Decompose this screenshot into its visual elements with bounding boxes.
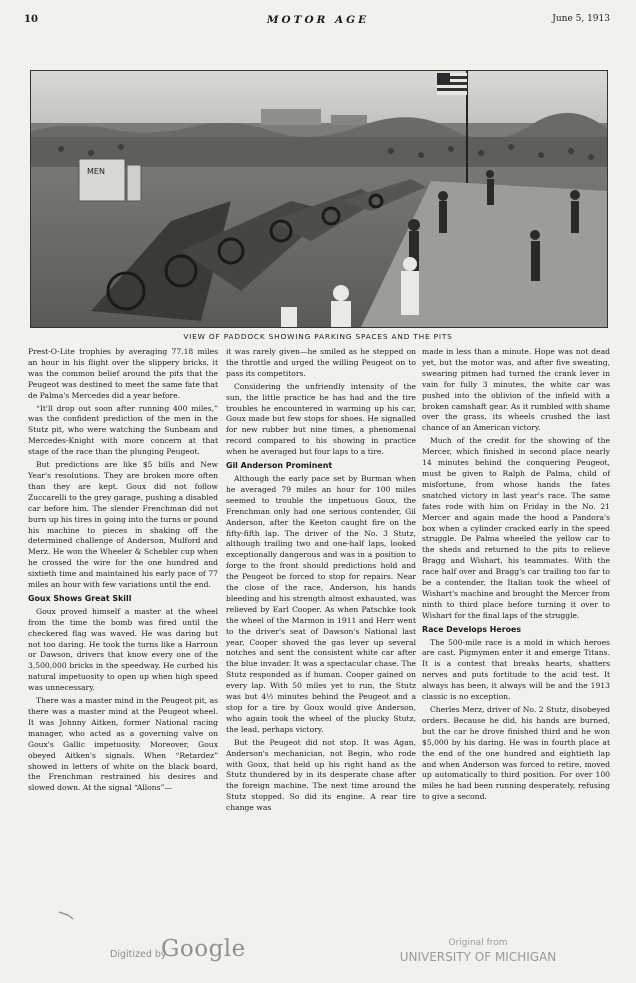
paragraph: it was rarely given—he smiled as he stepped on the throttle and urged the willing Peugeot on to pass its competitors. [226, 347, 416, 378]
paragraph: But the Peugeot did not stop. It was Agan, Anderson's mechanician, not Begin, who rode with Goux, that held up his right hand as the Stutz thundered by in its desperate chase after the foreign machine. The next time around the Stutz stopped. So did its engine. A rear tire change was [226, 737, 416, 813]
paddock-photo [30, 70, 608, 328]
paragraph: There was a master mind in the Peugeot pit, as there was a master mind at the Peugeot wheel. It was Johnny Aitken, former National racing manager, who acted as a governing valve on Goux's Gallic impetuosity. Moreover, Goux obeyed Aitken's signals. When “Retardez” showed in letters of white on the black board, the Frenchman restrained his desires and slowed down. At the signal “Allons”— [28, 696, 218, 793]
article-column-1 [28, 347, 218, 796]
paragraph: Prest-O-Lite trophies by averaging 77.18 miles an hour in his flight over the slippery bricks, it was the common belief around the pits that the Peugeot was destined to meet the same fate that de Palma's Mercedes did a year before. [28, 347, 218, 400]
shed-sign: MEN [87, 167, 105, 176]
magazine-title: MOTOR AGE [266, 14, 370, 26]
institution-name: UNIVERSITY OF MICHIGAN [399, 950, 557, 964]
section-heading: Race Develops Heroes [422, 624, 522, 634]
article-column-2 [226, 347, 416, 816]
page-number: 10 [24, 14, 38, 25]
paragraph: Considering the unfriendly intensity of the sun, the little practice he has had and the tire troubles he encountered in warming up his car, Goux made but few stops for shoes. He signalled for new rubber but nine times, a phenomenal record compared to his showing in practice when he averaged but four laps to a tire. [226, 381, 416, 457]
digitization-footer [0, 936, 636, 980]
photo-caption: VIEW OF PADDOCK SHOWING PARKING SPACES AND THE PITS [183, 332, 453, 341]
google-logo: Google [161, 936, 246, 962]
paragraph: Much of the credit for the showing of the Mercer, which finished in second place nearly 14 minutes behind the conquering Peugeot, must be given to Ralph de Palma, child of misfortune, from whose hands the fates snatched victory in last year's race. The same fates rode with him on Friday in the No. 21 Mercer and again made the hood a Pandora's box when a cylinder cracked early in the speed struggle. De Palma wheeled the yellow car to the sheds and returned to the pits to relieve Bragg and Wishart, his teammates. With the race half over and Bragg's car trailing too far to be a contender, the Italian took the wheel of Wishart's machine and brought the Mercer from ninth to third place before turning it over to Wishart for the final laps of the struggle. [422, 436, 610, 620]
issue-date: June 5, 1913 [552, 14, 610, 24]
paragraph: But predictions are like $5 bills and New Year's resolutions. They are broken more often than they are kept. Goux did not follow Zuccarelli to the grey garage, pushing a disabled car before him. The slender Frenchman did not burn up his tires in going into the turns or pound his machine to pieces in shaking off the determined challenge of Anderson, Mulford and Merz. He won the Wheeler & Schebler cup when he crossed the wire for the one hundred and sixtieth time and maintained his early pace of 77 miles an hour with few variations until the end. [28, 460, 218, 590]
digitized-by-label: Digitized by [110, 949, 167, 960]
paragraph: Although the early pace set by Burman when he averaged 79 miles an hour for 100 miles seemed to trouble the impetuous Goux, the Frenchman only had one serious contender, Gil Anderson, after the Keeton caught fire on the fifty-fifth lap. The driver of the No. 3 Stutz, although trailing two and one-half laps, looked exceptionally dangerous and was in a position to forge to the front should predictions hold and the Peugeot be forced to stop for repairs. Near the close of the race, Anderson, his hands bleeding and his strength almost exhausted, was relieved by Earl Cooper. As when Patschke took the wheel of the Marmon in 1911 and Herr went to the driver's seat of Dawson's National last year, Cooper shoved the gas lever up several notches and sent the consistent white car after the blue invader. It was a spectacular chase. The Stutz responded as if human. Cooper gained on every lap. With 50 miles yet to run, the Stutz was but 4½ minutes behind the Peugeot and a stop for a tire by Goux would give Anderson, who again took the wheel of the plucky Stutz, the lead, perhaps victory. [226, 473, 416, 734]
original-from-label: Original from [448, 938, 508, 948]
paragraph: made in less than a minute. Hope was not dead yet, but the motor was, and after five sweating, swearing pitmen had turned the crank lever in vain for fully 3 minutes, the white car was pushed into the oblivion of the infield with a broken camshaft gear. As it rumbled with shame over the grass, its wheels crushed the last chance of an American victory. [422, 347, 610, 433]
paddock-photo-illustration [31, 71, 607, 327]
paragraph: Goux proved himself a master at the wheel from the time the bomb was fired until the checkered flag was waved. He was daring but not too daring. He took the turns like a Harroun or Dawson, drivers that know every one of the 3,500,000 bricks in the speedway. He curbed his natural impetuosity to open up when high speed was unnecessary. [28, 606, 218, 693]
section-heading: Goux Shows Great Skill [28, 593, 132, 603]
paragraph: “It'll drop out soon after running 400 miles,” was the confident prediction of the men in the Stutz pit, who were watching the Sunbeam and Mercedes-Knight with more concern at that stage of the race than the plunging Peugeot. [28, 403, 218, 457]
article-column-3 [422, 347, 610, 805]
section-heading: Gil Anderson Prominent [226, 461, 333, 471]
paragraph: The 500-mile race is a mold in which heroes are cast. Pigmymen enter it and emerge Titans. It is a contest that breaks hearts, shatters nerves and puts fortitude to the acid test. It always has been, it always will be and the 1913 classic is no exception. [422, 637, 610, 702]
page-header [0, 14, 636, 28]
scan-mark-icon [58, 910, 74, 920]
paragraph: Cherles Merz, driver of No. 2 Stutz, disobeyed orders. Because he did, his hands are burned, but the car he drove finished third and he won $5,000 by his daring. He was in fourth place at the end of the one hundred and eightieth lap and when Anderson was forced to retire, moved up automatically to third position. For over 100 miles he had been running desperately, refusing to give a second. [422, 705, 610, 802]
